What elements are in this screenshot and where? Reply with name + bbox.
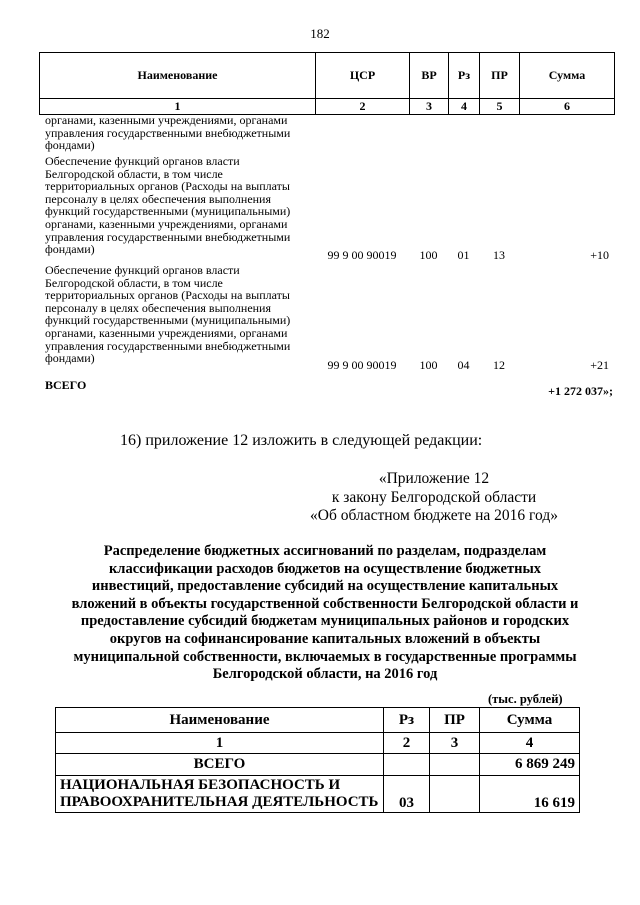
table1-header-sum: Сумма <box>520 53 615 99</box>
row1-pr: 13 <box>493 248 505 262</box>
row2-vr: 100 <box>419 358 438 372</box>
col-number: 2 <box>384 733 430 754</box>
table1-total-label: ВСЕГО <box>45 378 87 392</box>
table2-total-value: 6 869 249 <box>480 754 580 776</box>
table1-header-rz: Рз <box>449 53 480 99</box>
table2-total-label: ВСЕГО <box>56 754 384 776</box>
table1-header-name: Наименование <box>40 53 316 99</box>
row2-sum: +21 <box>590 358 609 372</box>
row1-csr: 99 9 00 90019 <box>327 248 397 262</box>
appendix-line-2: к закону Белгородской области <box>331 489 537 506</box>
budget-table-2 <box>55 707 580 813</box>
table2-total-row <box>56 754 580 776</box>
paragraph-16: 16) приложение 12 изложить в следующей редакции: <box>120 432 483 449</box>
document-heading: Распределение бюджетных ассигнований по разделам, подразделам классификации расходов бюджетов на осуществление бюджетных инвестиций, предоставление субсидий на осуществление капитальных вложений в объекты государственной собственности Белгородской области и предоставление субсидий бюджетам муниципальных районов и городских округов на софинансирование капитальных вложений в объекты муниципальной собственности, включаемых в государственные программы Белгородской области, на 2016 год <box>71 543 579 683</box>
col-number: 5 <box>480 99 520 115</box>
col-number: 4 <box>480 733 580 754</box>
appendix-line-1: «Приложение 12 <box>378 470 490 487</box>
row2-rz: 04 <box>457 358 470 372</box>
appendix-line-3: «Об областном бюджете на 2016 год» <box>310 507 558 524</box>
row1-sum: +10 <box>590 248 609 262</box>
units-label: (тыс. рублей) <box>488 692 563 706</box>
continuation-text: органами, казенными учреждениями, органами управления государственными внебюджетными фондами) <box>45 113 291 153</box>
table2-header-sum: Сумма <box>480 708 580 733</box>
row1-description: Обеспечение функций органов власти Белгородской области, в том числе территориальных органов (Расходы на выплаты персоналу в целях обеспечения выполнения функций государственными (муниципальными) органами, казенными учреждениями, органами управления государственными внебюджетными фондами) <box>45 154 291 257</box>
table2-section-rz: 03 <box>384 776 430 813</box>
row2-csr: 99 9 00 90019 <box>327 358 397 372</box>
table2-header-name: Наименование <box>56 708 384 733</box>
row1-vr: 100 <box>419 248 438 262</box>
row2-pr: 12 <box>493 358 505 372</box>
table2-header-row <box>56 708 580 733</box>
col-number: 4 <box>449 99 480 115</box>
table1-total-value: +1 272 037»; <box>548 384 613 398</box>
col-number: 1 <box>40 99 316 115</box>
table2-section-sum: 16 619 <box>480 776 580 813</box>
table2-column-numbers <box>56 733 580 754</box>
table2-section-name: НАЦИОНАЛЬНАЯ БЕЗОПАСНОСТЬ И ПРАВООХРАНИТЕЛЬНАЯ ДЕЯТЕЛЬНОСТЬ <box>56 776 384 813</box>
col-number: 6 <box>520 99 615 115</box>
col-number: 3 <box>410 99 449 115</box>
table1-header-vr: ВР <box>410 53 449 99</box>
budget-table-1 <box>39 52 615 115</box>
table2-section-row <box>56 776 580 813</box>
table2-header-rz: Рз <box>384 708 430 733</box>
row2-description: Обеспечение функций органов власти Белгородской области, в том числе территориальных органов (Расходы на выплаты персоналу в целях обеспечения выполнения функций государственными (муниципальными) органами, казенными учреждениями, органами управления государственными внебюджетными фондами) <box>45 263 291 366</box>
col-number: 1 <box>56 733 384 754</box>
table1-header-row <box>40 53 615 99</box>
col-number: 2 <box>316 99 410 115</box>
row1-rz: 01 <box>457 248 470 262</box>
table1-header-csr: ЦСР <box>316 53 410 99</box>
table2-header-pr: ПР <box>430 708 480 733</box>
table1-header-pr: ПР <box>480 53 520 99</box>
page-number: 182 <box>310 26 330 41</box>
col-number: 3 <box>430 733 480 754</box>
